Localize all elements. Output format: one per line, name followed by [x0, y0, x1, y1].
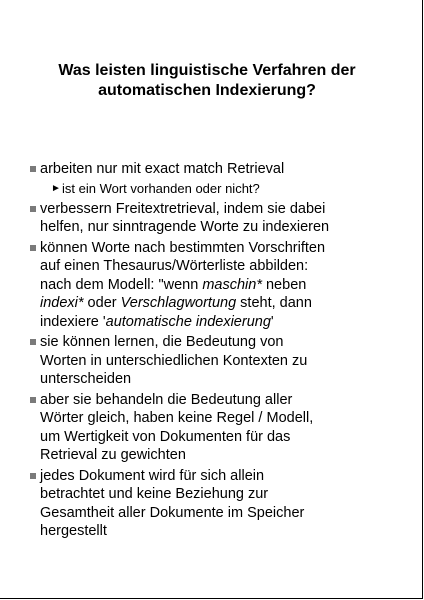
- bullet-text-rich: [40, 313, 395, 332]
- bullet-text: sie können lernen, die Bedeutung von: [40, 334, 284, 350]
- bullet-item-4: [30, 333, 395, 389]
- text-segment: ': [270, 313, 274, 330]
- italic-term: Verschlagwortung: [120, 295, 237, 311]
- bullet-text: unterscheiden: [40, 371, 132, 387]
- bullet-text: arbeiten nur mit exact match Retrieval: [40, 161, 285, 177]
- bullet-text-rich: [40, 294, 395, 313]
- bullet-item-1: [30, 160, 395, 198]
- arrow-bullet-icon: ►: [51, 182, 61, 194]
- bullet-text: auf einen Thesaurus/Wörterliste abbilden:: [40, 258, 309, 274]
- bullet-text: helfen, nur sinntragende Worte zu indexieren: [40, 219, 330, 235]
- italic-term: automatische indexierung: [105, 313, 271, 330]
- text-segment: indexiere ': [40, 313, 106, 330]
- text-segment: oder: [83, 295, 121, 311]
- slide-title-line-2: automatischen Indexierung?: [98, 82, 316, 99]
- italic-term: maschin*: [202, 276, 262, 293]
- bullet-text: Retrieval zu gewichten: [40, 447, 186, 463]
- bullet-text: jedes Dokument wird für sich allein: [40, 467, 265, 484]
- text-segment: nach dem Modell: "wenn: [40, 276, 203, 293]
- bullet-item-5: [30, 391, 395, 465]
- bullet-item-6: [30, 467, 395, 541]
- square-bullet-icon: [30, 245, 36, 251]
- bullet-text: hergestellt: [40, 523, 107, 539]
- square-bullet-icon: [30, 206, 36, 212]
- bullet-text: aber sie behandeln die Bedeutung aller: [40, 391, 293, 408]
- bullet-text: Worten in unterschiedlichen Kontexten zu: [40, 352, 308, 369]
- bullet-item-2: [30, 200, 395, 237]
- italic-term: indexi*: [40, 295, 84, 311]
- bullet-text: können Worte nach bestimmten Vorschriften: [40, 239, 326, 256]
- slide-title-line-1: Was leisten linguistische Verfahren der: [58, 62, 356, 79]
- bullet-text: Wörter gleich, haben keine Regel / Modell,: [40, 410, 314, 426]
- bullet-item-3: [30, 239, 395, 332]
- bullet-list: [30, 160, 395, 543]
- square-bullet-icon: [30, 397, 36, 403]
- square-bullet-icon: [30, 473, 36, 479]
- bullet-text: verbessern Freitextretrieval, indem sie dabei: [40, 200, 326, 217]
- bullet-text-rich: [40, 276, 395, 295]
- square-bullet-icon: [30, 166, 36, 172]
- bullet-text: Gesamtheit aller Dokumente im Speicher: [40, 504, 305, 521]
- slide-title: [20, 61, 394, 101]
- sub-bullet-text: ist ein Wort vorhanden oder nicht?: [62, 180, 260, 196]
- text-segment: steht, dann: [236, 295, 312, 311]
- text-segment: neben: [261, 276, 307, 293]
- sub-bullet: [40, 179, 395, 198]
- square-bullet-icon: [30, 339, 36, 345]
- bullet-text: um Wertigkeit von Dokumenten für das: [40, 428, 291, 445]
- bullet-text: betrachtet und keine Beziehung zur: [40, 486, 269, 502]
